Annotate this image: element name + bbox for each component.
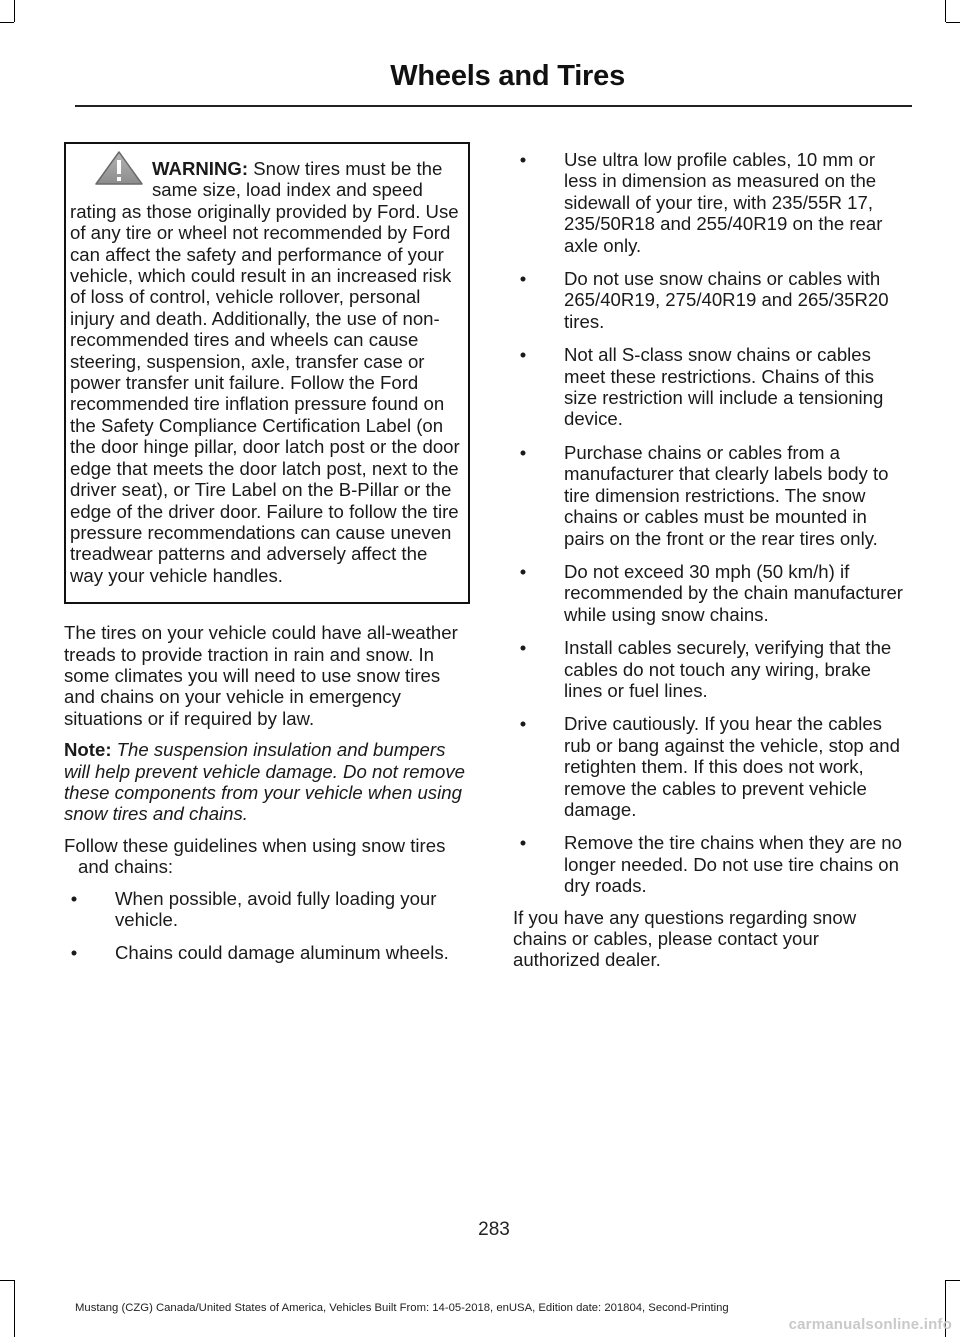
list-item-text: Do not exceed 30 mph (50 km/h) if recommended by the chain manufacturer while using snow chains.: [564, 560, 903, 625]
list-item: [513, 561, 908, 625]
note-paragraph: [64, 739, 474, 825]
crop-mark: [945, 0, 946, 22]
list-item-text: When possible, avoid fully loading your vehicle.: [115, 887, 437, 930]
bullet-marker: •: [519, 637, 527, 659]
bullet-marker: •: [519, 713, 527, 735]
list-item: [513, 149, 908, 256]
crop-mark: [946, 1280, 960, 1281]
bullet-marker: •: [519, 344, 527, 366]
warning-triangle-icon: [94, 150, 144, 186]
crop-mark: [14, 0, 15, 22]
warning-content: [70, 158, 462, 586]
list-item: [513, 442, 908, 549]
header-divider: [75, 105, 912, 107]
list-item: [513, 637, 908, 701]
list-item-text: Remove the tire chains when they are no longer needed. Do not use tire chains on dry roads.: [564, 832, 902, 897]
bullet-marker: •: [519, 149, 527, 170]
warning-text: [70, 158, 462, 586]
crop-mark: [0, 1280, 14, 1281]
list-item: [513, 713, 908, 820]
footer-text: Mustang (CZG) Canada/United States of America, Vehicles Built From: 14-05-2018, enUSA, Edition date: 201804, Second-Printing: [75, 1302, 729, 1314]
bullet-marker: •: [70, 942, 78, 964]
bullet-marker: •: [519, 441, 527, 463]
list-item-text: Install cables securely, verifying that the cables do not touch any wiring, brake lines or fuel lines.: [564, 637, 892, 701]
closing-paragraph: If you have any questions regarding snow chains or cables, please contact your authorized dealer.: [513, 906, 857, 971]
watermark: carmanualsonline.info: [788, 1316, 952, 1333]
note-text: The suspension insulation and bumpers will help prevent vehicle damage. Do not remove these components from your vehicle when using snow tires and chains.: [64, 739, 466, 825]
crop-mark: [14, 1280, 15, 1337]
list-item-text: Use ultra low profile cables, 10 mm or less in dimension as measured on the sidewall of your tire, with 235/55R 17, 235/50R18 and 255/40R19 on the rear axle only.: [564, 149, 883, 256]
list-item: [64, 942, 474, 963]
bullet-marker: •: [70, 887, 78, 909]
list-item: [513, 832, 908, 896]
list-item-text: Do not use snow chains or cables with 265/40R19, 275/40R19 and 265/35R20 tires.: [564, 268, 889, 332]
warning-label: WARNING:: [152, 158, 249, 179]
intro-paragraph: The tires on your vehicle could have all-weather treads to provide traction in rain and snow. In some climates you will need to use snow tires and chains on your vehicle in emergency situations or if required by law.: [64, 622, 458, 729]
bullet-marker: •: [519, 832, 527, 854]
list-item-text: Not all S-class snow chains or cables meet these restrictions. Chains of this size restriction will include a tensioning device.: [564, 344, 884, 430]
list-item-text: Purchase chains or cables from a manufacturer that clearly labels body to tire dimension restrictions. The snow chains or cables must be mounted in pairs on the front or the rear tires only.: [564, 441, 889, 549]
right-column: [513, 149, 908, 971]
warning-body: Snow tires must be the same size, load index and speed rating as those originally provided by Ford. Use of any tire or wheel not recommended by Ford can affect the safety and performance of your vehicle, which could result in an increased risk of loss of control, vehicle rollover, personal injury and death. Additionally, the use of non-recommended tires and wheels can cause steering, suspension, axle, transfer case or power transfer unit failure. Follow the Ford recommended tire inflation pressure found on the Safety Compliance Certification Label (on the door hinge pillar, door latch post or the door edge that meets the door latch post, next to the driver seat), or Tire Label on the B-Pillar or the edge of the driver door. Failure to follow the tire pressure recommendations can cause uneven treadwear patterns and adversely affect the way your vehicle handles.: [70, 158, 460, 586]
list-item-text: Drive cautiously. If you hear the cables rub or bang against the vehicle, stop and retighten them. If this does not work, remove the cables to prevent vehicle damage.: [564, 713, 900, 820]
note-label: Note:: [64, 739, 112, 761]
list-item-text: Chains could damage aluminum wheels.: [115, 942, 449, 964]
list-item: [513, 344, 908, 430]
right-bullet-list: [513, 149, 908, 897]
crop-mark: [946, 22, 960, 23]
crop-mark: [0, 22, 14, 23]
list-item: [513, 268, 908, 332]
bullet-marker: •: [519, 560, 527, 582]
left-column: [64, 142, 474, 976]
guidelines-intro: Follow these guidelines when using snow tires and chains:: [64, 834, 446, 878]
bullet-marker: •: [519, 268, 527, 290]
page-number: 283: [478, 1219, 510, 1240]
list-item: [64, 888, 474, 931]
warning-box: [64, 142, 470, 604]
left-bullet-list: [64, 888, 474, 964]
page-title: Wheels and Tires: [390, 60, 625, 92]
